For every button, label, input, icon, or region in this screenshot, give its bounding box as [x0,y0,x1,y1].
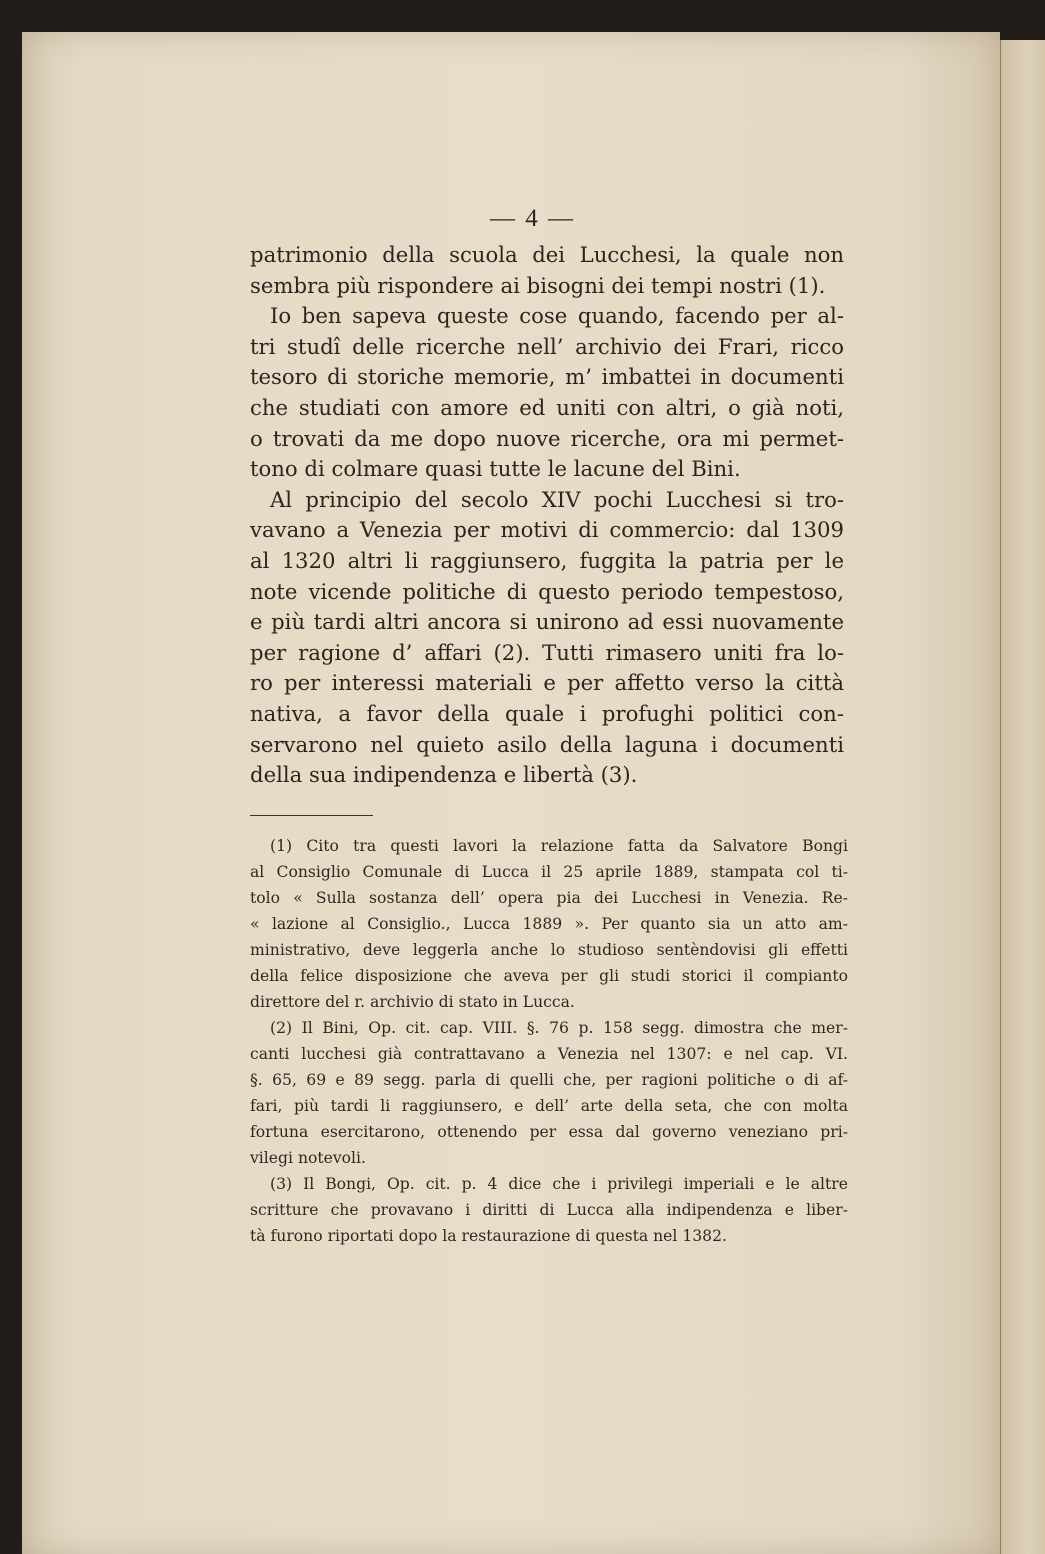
body-line: sembra più rispondere ai bisogni dei tempi nostri (1). [250,272,826,298]
footnote-line: « lazione al Consiglio., Lucca 1889 ». Per quanto sia un atto am- [250,915,848,933]
footnote-line: scritture che provavano i diritti di Lucca alla indipendenza e liber- [250,1201,848,1219]
body-line: Al principio del secolo XIV pochi Lucchesi si tro- [270,486,844,512]
body-line: servarono nel quieto asilo della laguna i documenti [250,731,844,757]
footnote-line: fari, più tardi li raggiunsero, e dell’ arte della seta, che con molta [250,1097,848,1115]
body-line: vavano a Venezia per motivi di commercio: dal 1309 [250,517,844,543]
footnote-line: canti lucchesi già contrattavano a Venezia nel 1307: e nel cap. VI. [250,1045,848,1063]
body-line: patrimonio della scuola dei Lucchesi, la quale non [250,242,844,267]
footnote-line: (1) Cito tra questi lavori la relazione fatta da Salvatore Bongi [270,837,848,855]
body-line: ro per interessi materiali e per affetto verso la città [250,670,844,696]
footnote-line: fortuna esercitarono, ottenendo per essa dal governo veneziano pri- [250,1123,848,1141]
footnote-line: ministrativo, deve leggerla anche lo studioso sentèndovisi gli effetti [250,941,848,959]
body-line: tono di colmare quasi tutte le lacune del Bini. [250,456,741,482]
footnote-separator [250,815,373,816]
body-text [250,240,844,791]
footnote-line: tolo « Sulla sostanza dell’ opera pia dei Lucchesi in Venezia. Re- [250,889,848,907]
body-line: al 1320 altri li raggiunsero, fuggita la patria per le [250,547,844,573]
body-line: tri studî delle ricerche nell’ archivio dei Frari, ricco [250,333,844,359]
footnote-line: della felice disposizione che aveva per gli studi storici il compianto [250,967,848,985]
footnote-line: vilegi notevoli. [250,1149,366,1167]
body-line: o trovati da me dopo nuove ricerche, ora mi permet- [250,425,844,451]
body-line: nativa, a favor della quale i profughi politici con- [250,700,844,726]
adjacent-page-edge [1000,40,1045,1554]
body-line: e più tardi altri ancora si unirono ad essi nuovamente [250,609,844,635]
body-line: della sua indipendenza e libertà (3). [250,762,638,788]
footnote-line: direttore del r. archivio di stato in Lucca. [250,993,575,1011]
footnotes [250,833,848,1249]
body-line: per ragione d’ affari (2). Tutti rimasero uniti fra lo- [250,639,844,665]
page-number: — 4 — [490,205,575,232]
footnote-line: (2) Il Bini, Op. cit. cap. VIII. §. 76 p. 158 segg. dimostra che mer- [270,1019,848,1037]
footnote-line: §. 65, 69 e 89 segg. parla di quelli che, per ragioni politiche o di af- [250,1071,848,1089]
footnote-line: tà furono riportati dopo la restaurazione di questa nel 1382. [250,1227,727,1245]
body-line: che studiati con amore ed uniti con altri, o già noti, [250,394,844,420]
body-line: note vicende politiche di questo periodo tempestoso, [250,578,844,604]
footnote-line: al Consiglio Comunale di Lucca il 25 aprile 1889, stampata col ti- [250,863,848,881]
footnote-line: (3) Il Bongi, Op. cit. p. 4 dice che i privilegi imperiali e le altre [270,1175,848,1193]
body-line: tesoro di storiche memorie, m’ imbattei in documenti [250,364,844,390]
body-line: Io ben sapeva queste cose quando, facendo per al- [270,303,844,329]
